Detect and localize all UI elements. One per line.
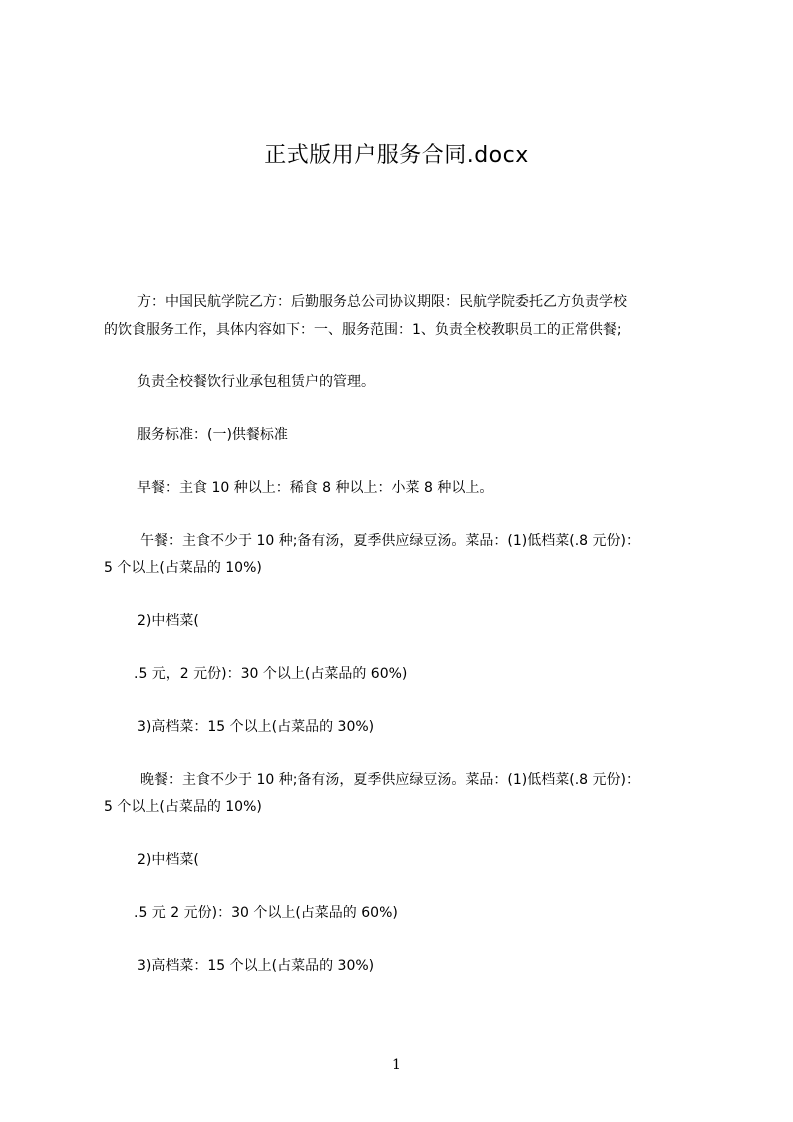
paragraph-line-parties: 方：中国民航学院乙方：后勤服务总公司协议期限：民航学院委托乙方负责学校	[137, 294, 627, 310]
paragraph-line-dinner-mid-label: 2)中档菜(	[137, 852, 199, 868]
paragraph-line-lunch-low: 5 个以上(占菜品的 10%)	[104, 560, 262, 576]
paragraph-line-management: 负责全校餐饮行业承包租赁户的管理。	[137, 374, 375, 390]
paragraph-line-lunch: 午餐：主食不少于 10 种;备有汤，夏季供应绿豆汤。菜品：(1)低档菜(.8 元份)：	[140, 533, 640, 549]
paragraph-line-standard: 服务标准：(一)供餐标准	[137, 427, 288, 443]
paragraph-line-lunch-high: 3)高档菜：15 个以上(占菜品的 30%)	[137, 719, 375, 735]
page-number: 1	[392, 1057, 401, 1073]
paragraph-line-dinner-high: 3)高档菜：15 个以上(占菜品的 30%)	[137, 958, 375, 974]
paragraph-line-scope: 的饮食服务工作，具体内容如下：一、服务范围：1、负责全校教职员工的正常供餐;	[104, 322, 622, 338]
paragraph-line-breakfast: 早餐：主食 10 种以上：稀食 8 种以上：小菜 8 种以上。	[137, 480, 494, 496]
paragraph-line-dinner-low: 5 个以上(占菜品的 10%)	[104, 799, 262, 815]
document-title: 正式版用户服务合同.docx	[264, 143, 529, 168]
paragraph-line-lunch-mid-label: 2)中档菜(	[137, 613, 199, 629]
paragraph-line-dinner-mid: .5 元 2 元份)：30 个以上(占菜品的 60%)	[134, 905, 398, 921]
paragraph-line-dinner: 晚餐：主食不少于 10 种;备有汤，夏季供应绿豆汤。菜品：(1)低档菜(.8 元份)：	[140, 772, 640, 788]
paragraph-line-lunch-mid: .5 元，2 元份)：30 个以上(占菜品的 60%)	[134, 666, 408, 682]
